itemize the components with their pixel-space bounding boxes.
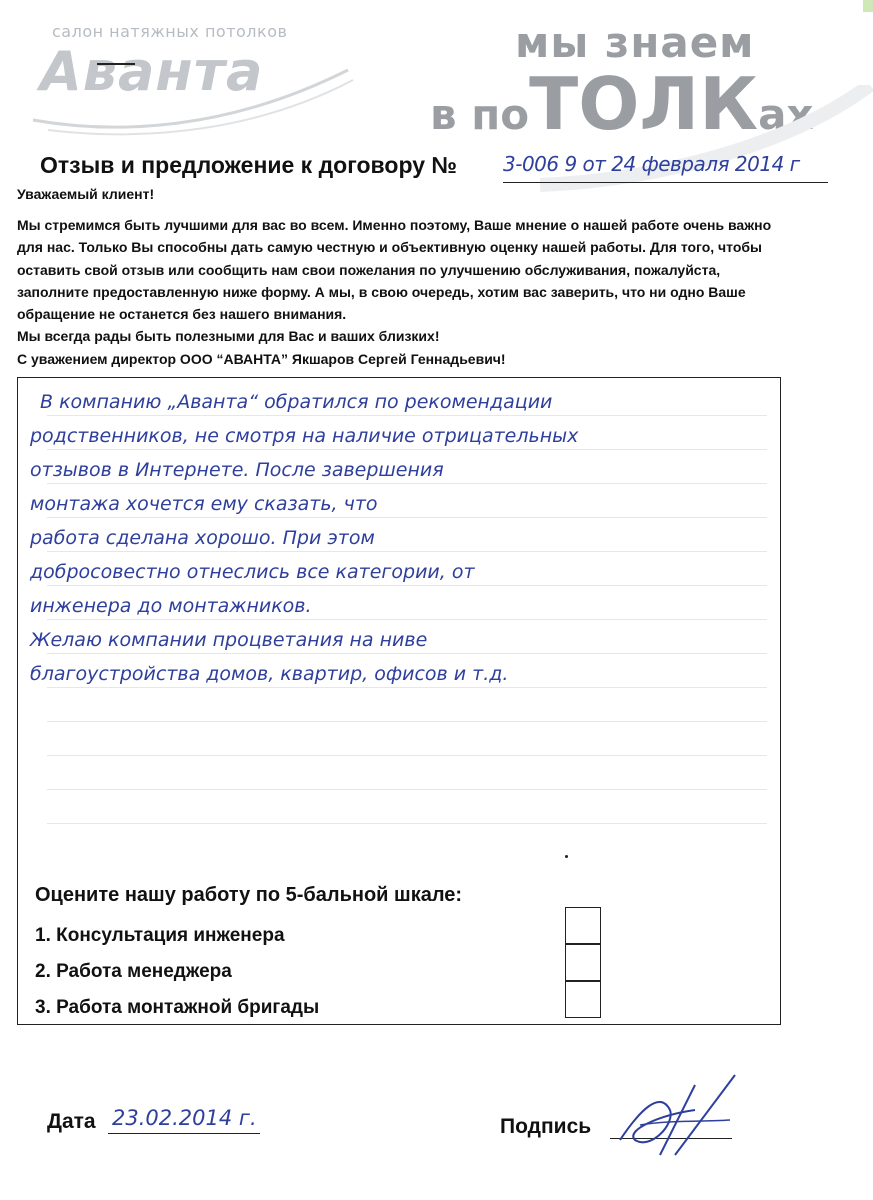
slogan-part2: ТОЛК: [529, 62, 759, 146]
signature-label: Подпись: [500, 1115, 592, 1138]
logo-name: Аванта: [40, 40, 264, 103]
intro-line2: Мы всегда рады быть полезными для Вас и ваших близких!: [17, 328, 440, 345]
logo-underline-mark: [97, 63, 135, 65]
feedback-line: Желаю компании процветания на ниве: [30, 629, 428, 651]
feedback-line: инженера до монтажников.: [30, 595, 312, 617]
rating-item-manager: 2. Работа менеджера: [35, 961, 232, 982]
ruled-line: [47, 755, 767, 756]
slogan-line1: мы знаем: [515, 18, 755, 67]
feedback-line: В компанию „Аванта“ обратился по рекомендации: [40, 391, 553, 413]
contract-number-line: [503, 182, 828, 183]
date-label: Дата: [47, 1110, 96, 1133]
ruled-line: [47, 823, 767, 824]
ruled-line: [47, 789, 767, 790]
rating-box-engineer[interactable]: [565, 907, 601, 944]
feedback-line: монтажа хочется ему сказать, что: [30, 493, 378, 515]
slogan-swoosh-icon: [540, 85, 873, 195]
rating-box-manager[interactable]: [565, 944, 601, 981]
intro-text: [17, 214, 792, 370]
page-title: Отзыв и предложение к договору №: [40, 152, 458, 178]
date-handwritten: 23.02.2014 г.: [112, 1106, 257, 1130]
slogan-part1: в по: [430, 90, 530, 139]
feedback-line: родственников, не смотря на наличие отрицательных: [30, 425, 579, 447]
intro-signoff: С уважением директор ООО “АВАНТА” Якшаров Сергей Геннадьевич!: [17, 350, 506, 367]
date-line: [108, 1133, 260, 1134]
ink-dot: [565, 855, 568, 858]
greeting: Уважаемый клиент!: [17, 186, 155, 202]
feedback-line: благоустройства домов, квартир, офисов и т.д.: [30, 663, 509, 685]
rating-box-installers[interactable]: [565, 981, 601, 1018]
intro-paragraph: Мы стремимся быть лучшими для вас во всем. Именно поэтому, Ваше мнение о нашей работе очень важно для нас. Только Вы способны дать самую честную и объективную оценку нашей работы. Для того, чтобы оставить свой отзыв или сообщить нам свои пожелания по улучшению обслуживания, пожалуйста, заполните предоставленную ниже форму. А мы, в свою очередь, хотим вас заверить, что ни одно Ваше обращение не останется без нашего внимания.: [17, 217, 772, 323]
rating-item-installers: 3. Работа монтажной бригады: [35, 997, 320, 1018]
feedback-handwritten-text: [30, 385, 770, 691]
logo-tagline: салон натяжных потолков: [52, 22, 288, 41]
rating-heading: Оцените нашу работу по 5-бальной шкале:: [35, 884, 463, 906]
feedback-line: добросовестно отнеслись все категории, от: [30, 561, 475, 583]
slogan-part3: ах: [758, 90, 814, 139]
corner-mark: [863, 0, 873, 12]
signature-icon: [600, 1070, 750, 1160]
ruled-line: [47, 721, 767, 722]
rating-item-engineer: 1. Консультация инженера: [35, 925, 285, 946]
contract-number-handwritten: 3-006 9 от 24 февраля 2014 г: [503, 152, 800, 176]
feedback-line: работа сделана хорошо. При этом: [30, 527, 375, 549]
feedback-line: отзывов в Интернете. После завершения: [30, 459, 444, 481]
